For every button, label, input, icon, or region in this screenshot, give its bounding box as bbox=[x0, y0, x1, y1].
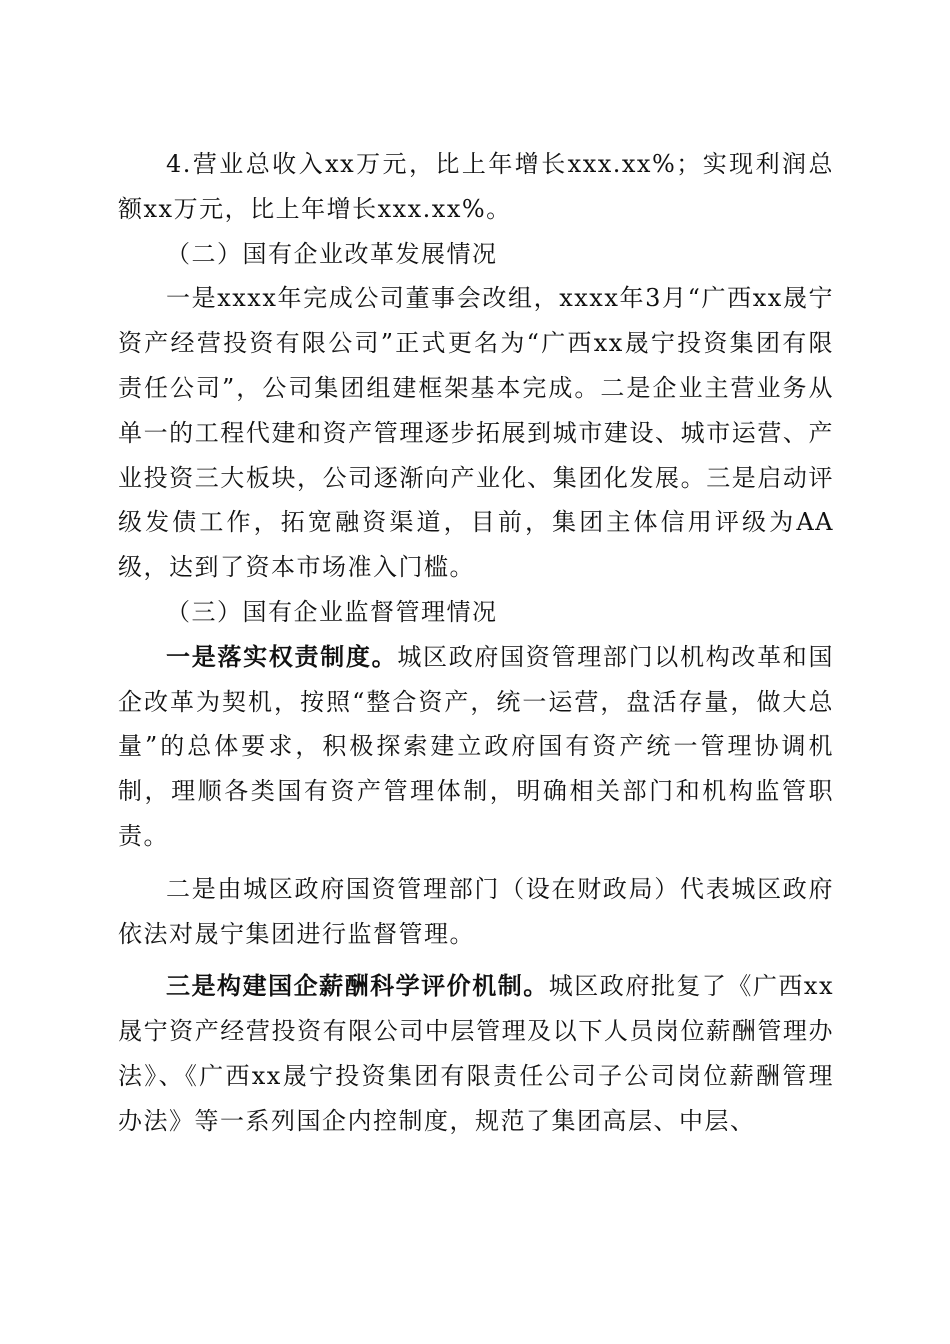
section-heading-supervision: （三）国有企业监督管理情况 bbox=[166, 597, 498, 626]
document-body bbox=[118, 142, 834, 1144]
paragraph-body-text: 城区政府批复了《广西xx晟宁资产经营投资有限公司中层管理及以下人员岗位薪酬管理办法》、《广西xx晟宁投资集团有限责任公司子公司岗位薪酬管理办法》等一系列国企内控制度，规范了集团高层、中层、 bbox=[118, 972, 835, 1135]
paragraph-lead-text: 三是构建国企薪酬科学评价机制。 bbox=[166, 971, 549, 1001]
paragraph-body-text: 城区政府国资管理部门以机构改革和国企改革为契机，按照“整合资产，统一运营，盘活存量，做大总量”的总体要求，积极探索建立政府国有资产统一管理协调机制，理顺各类国有资产管理体制，明确相关部门和机构监管职责。 bbox=[118, 642, 835, 850]
paragraph-supervision-1 bbox=[118, 635, 834, 859]
paragraph-reform: 一是xxxx年完成公司董事会改组，xxxx年3月“广西xx晟宁资产经营投资有限公司”正式更名为“广西xx晟宁投资集团有限责任公司”，公司集团组建框架基本完成。二是企业主营业务从单一的工程代建和资产管理逐步拓展到城市建设、城市运营、产业投资三大板块，公司逐渐向产业化、集团化发展。三是启动评级发债工作，拓宽融资渠道，目前，集团主体信用评级为AA级，达到了资本市场准入门槛。 bbox=[118, 284, 834, 582]
paragraph-supervision-2: 二是由城区政府国资管理部门（设在财政局）代表城区政府依法对晟宁集团进行监督管理。 bbox=[118, 874, 834, 948]
paragraph-lead-text: 一是落实权责制度。 bbox=[166, 641, 398, 671]
paragraph-supervision-3 bbox=[118, 964, 834, 1143]
paragraph-revenue: 4.营业总收入xx万元，比上年增长xxx.xx%；实现利润总额xx万元，比上年增长xxx.xx%。 bbox=[118, 150, 834, 223]
section-heading-reform: （二）国有企业改革发展情况 bbox=[166, 239, 498, 268]
